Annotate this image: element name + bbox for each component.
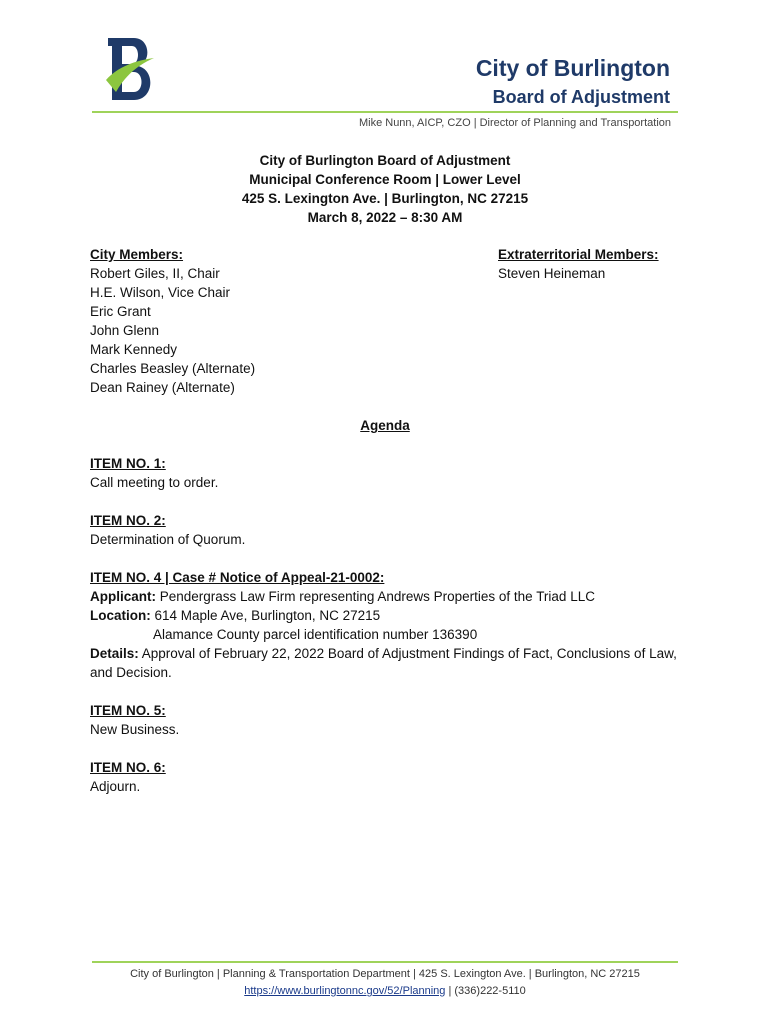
etj-members (498, 245, 659, 283)
meeting-title: City of Burlington Board of Adjustment (259, 153, 511, 168)
meeting-date: March 8, 2022 – 8:30 AM (307, 210, 463, 225)
member: Robert Giles, II, Chair (90, 266, 220, 281)
applicant-value: Pendergrass Law Firm representing Andrews Properties of the Triad LLC (156, 589, 595, 604)
city-logo-icon (104, 36, 160, 102)
item-text: Call meeting to order. (90, 475, 219, 490)
member: Charles Beasley (Alternate) (90, 361, 256, 376)
location-value: 614 Maple Ave, Burlington, NC 27215 (150, 608, 381, 623)
location-line (90, 606, 680, 625)
member: Dean Rainey (Alternate) (90, 380, 235, 395)
header-divider (92, 111, 678, 113)
city-members-heading: City Members: (90, 247, 184, 262)
meeting-room: Municipal Conference Room | Lower Level (249, 172, 521, 187)
details-line (90, 644, 680, 682)
details-label: Details: (90, 646, 139, 661)
director-line: Mike Nunn, AICP, CZO | Director of Planning and Transportation (358, 117, 671, 129)
item-text: New Business. (90, 722, 180, 737)
footer (0, 966, 770, 1000)
item-heading: ITEM NO. 4 | Case # Notice of Appeal-21-0002: (90, 570, 385, 585)
item-text: Adjourn. (90, 779, 141, 794)
city-title: City of Burlington (475, 55, 670, 81)
member: Mark Kennedy (90, 342, 178, 357)
applicant-line (90, 587, 680, 606)
member: H.E. Wilson, Vice Chair (90, 285, 231, 300)
planning-link[interactable]: https://www.burlingtonnc.gov/52/Planning (244, 985, 446, 997)
member: John Glenn (90, 323, 160, 338)
board-title: Board of Adjustment (492, 87, 670, 107)
footer-divider (92, 961, 678, 963)
details-value: Approval of February 22, 2022 Board of Adjustment Findings of Fact, Conclusions of Law, and Decision. (90, 646, 677, 680)
member: Steven Heineman (498, 266, 606, 281)
item-text: Determination of Quorum. (90, 532, 246, 547)
parcel-line: Alamance County parcel identification number 136390 (153, 627, 478, 642)
item-heading: ITEM NO. 2: (90, 513, 166, 528)
city-members (90, 245, 255, 397)
agenda-items (90, 454, 680, 796)
item-heading: ITEM NO. 6: (90, 760, 166, 775)
location-label: Location: (90, 608, 151, 623)
meeting-info (0, 151, 770, 227)
footer-phone: | (336)222-5110 (445, 985, 526, 997)
applicant-label: Applicant: (90, 589, 156, 604)
item-heading: ITEM NO. 5: (90, 703, 166, 718)
item-heading: ITEM NO. 1: (90, 456, 166, 471)
etj-members-heading: Extraterritorial Members: (498, 247, 659, 262)
footer-address: City of Burlington | Planning & Transportation Department | 425 S. Lexington Ave. | Burlington, NC 27215 (130, 968, 640, 980)
agenda-title: Agenda (360, 418, 410, 433)
member: Eric Grant (90, 304, 151, 319)
meeting-address: 425 S. Lexington Ave. | Burlington, NC 27215 (241, 191, 529, 206)
